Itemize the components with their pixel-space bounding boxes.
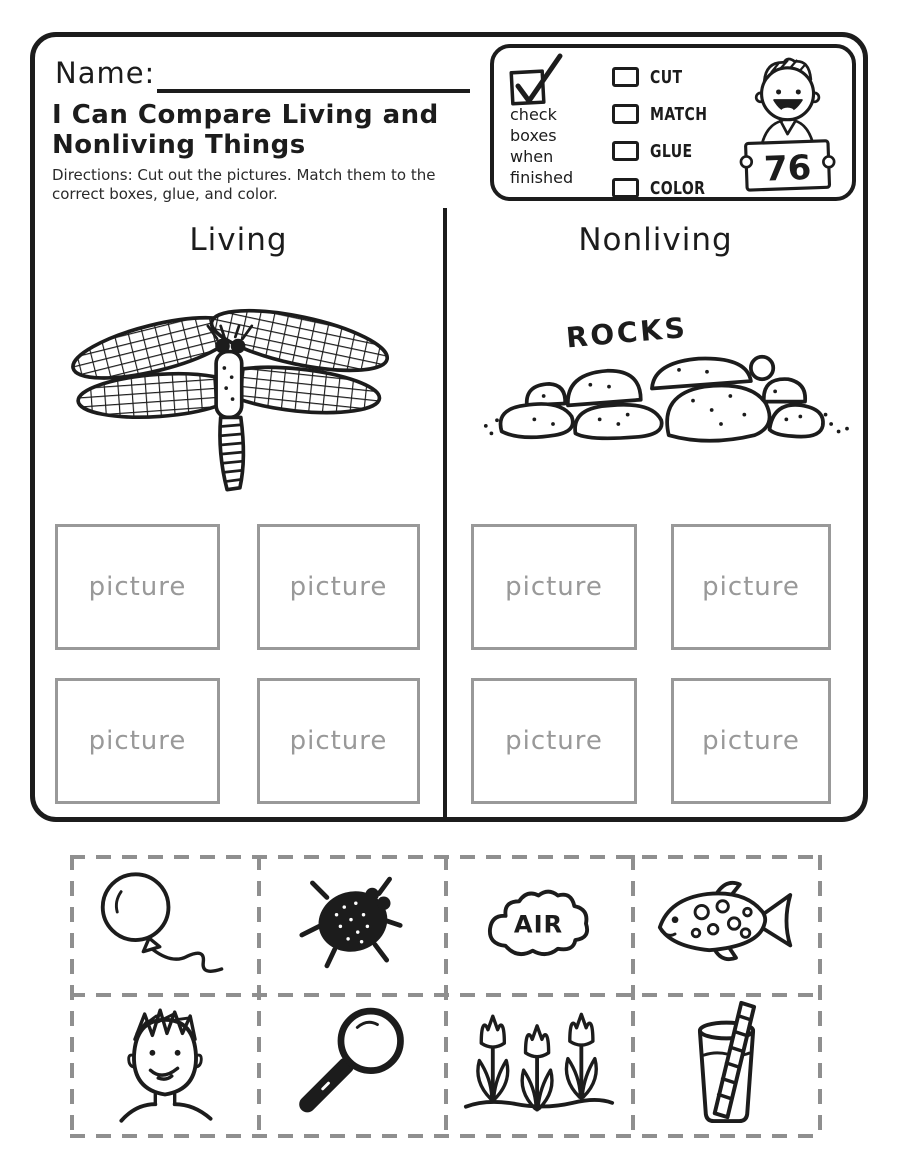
cutout-grid-line: [257, 855, 261, 1138]
picture-placeholder: picture: [505, 726, 603, 756]
glue-checkbox[interactable]: [612, 141, 639, 161]
checklist-item-label: MATCH: [650, 103, 708, 125]
match-checkbox[interactable]: [612, 104, 639, 124]
balloon-icon: [95, 870, 240, 982]
air-cloud-icon: [478, 880, 600, 972]
picture-placeholder: picture: [289, 726, 388, 756]
finish-checklist-panel: [490, 44, 856, 201]
living-picture-box[interactable]: [55, 524, 220, 650]
cutout-grid-line: [70, 855, 74, 1138]
cutout-grid-line: [444, 855, 448, 1138]
cutout-grid-line: [631, 855, 635, 1138]
cut-checkbox[interactable]: [612, 67, 639, 87]
name-input-line[interactable]: [157, 89, 470, 93]
nonliving-picture-box[interactable]: [471, 678, 637, 804]
picture-placeholder: picture: [88, 572, 187, 602]
nonliving-heading: Nonliving: [578, 222, 733, 258]
picture-placeholder: picture: [289, 572, 388, 602]
living-picture-box[interactable]: [257, 524, 420, 650]
checklist-item-label: GLUE: [650, 140, 693, 162]
nonliving-picture-box[interactable]: [671, 524, 831, 650]
dragonfly-icon: [58, 282, 398, 497]
nonliving-picture-box[interactable]: [671, 678, 831, 804]
rocks-icon: [475, 312, 855, 452]
living-heading: Living: [189, 222, 288, 258]
cutout-grid-line: [818, 855, 822, 1138]
bug-icon: [298, 866, 404, 978]
air-label: AIR: [513, 910, 564, 939]
living-picture-box[interactable]: [257, 678, 420, 804]
checklist-instruction: check boxes when finished: [510, 105, 574, 187]
checklist-item: [612, 101, 724, 127]
drink-glass-icon: [690, 998, 764, 1126]
color-checkbox[interactable]: [612, 178, 639, 198]
tulips-icon: [462, 1000, 616, 1122]
picture-placeholder: picture: [702, 572, 800, 602]
magnifying-glass-icon: [292, 1004, 412, 1120]
picture-placeholder: picture: [702, 726, 800, 756]
name-label: Name:: [55, 56, 156, 90]
worksheet-title: [52, 100, 439, 160]
checklist-item-label: COLOR: [650, 177, 706, 199]
title-line-2: Nonliving Things: [52, 130, 306, 160]
fish-icon: [650, 874, 802, 974]
column-divider: [443, 208, 447, 818]
checklist-item: [612, 64, 724, 90]
checklist-item-label: CUT: [650, 66, 683, 88]
boy-icon: [102, 1002, 228, 1124]
rocks-label: ROCKS: [564, 310, 689, 355]
checked-box-icon: [504, 50, 566, 108]
checklist-item: [612, 175, 724, 201]
page-number: 76: [763, 147, 813, 190]
living-picture-box[interactable]: [55, 678, 220, 804]
checklist: [612, 64, 724, 212]
boy-with-sign-icon: [732, 50, 844, 202]
nonliving-picture-box[interactable]: [471, 524, 637, 650]
checklist-item: [612, 138, 724, 164]
picture-placeholder: picture: [88, 726, 187, 756]
title-line-1: I Can Compare Living and: [52, 100, 439, 130]
directions-text: Directions: Cut out the pictures. Match them to the correct boxes, glue, and color.: [52, 166, 436, 203]
picture-placeholder: picture: [505, 572, 603, 602]
